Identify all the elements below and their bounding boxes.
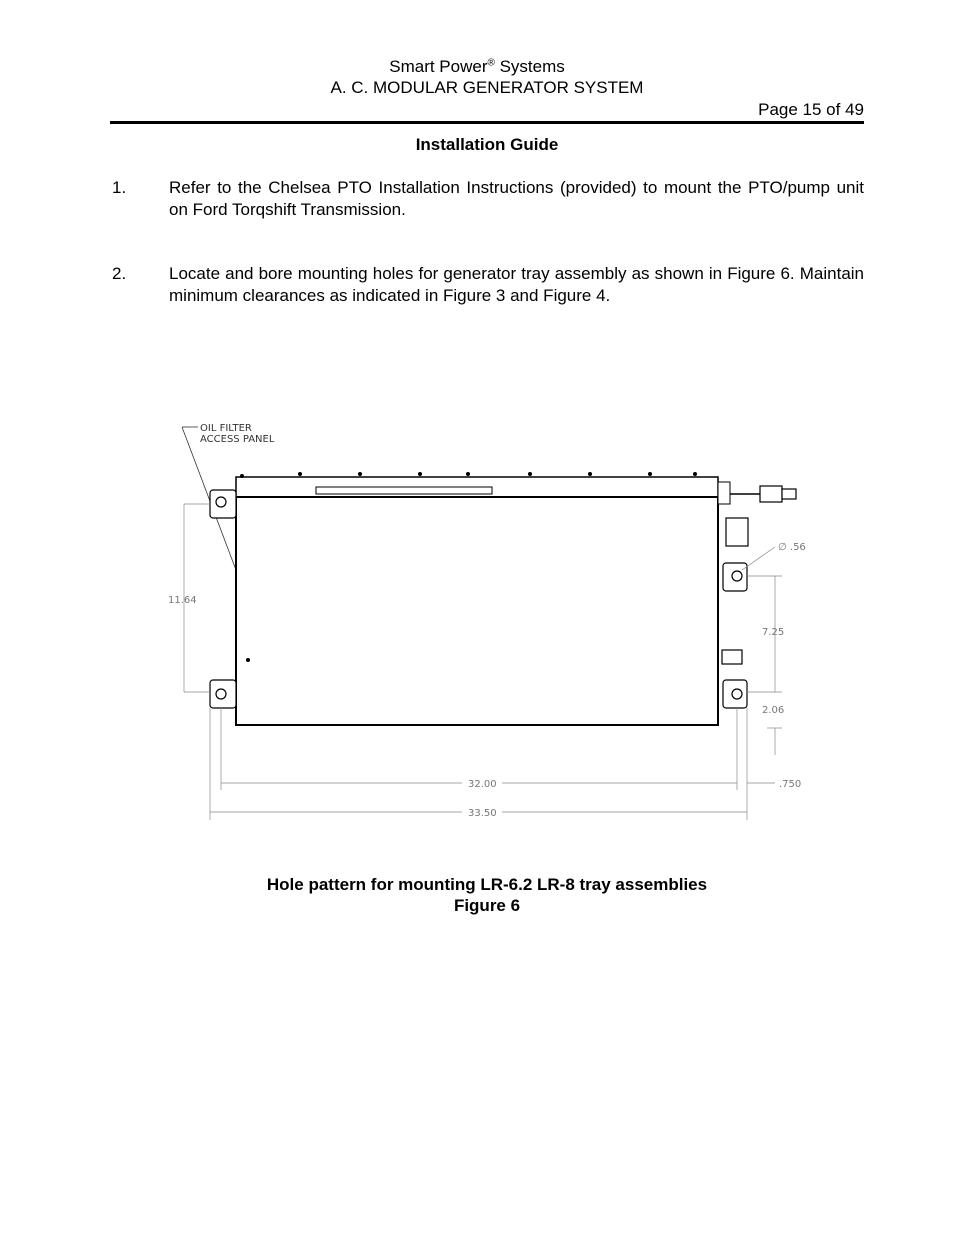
figure-caption — [0, 874, 954, 916]
step-2 — [112, 263, 864, 307]
dim-hole-diameter: ∅ .56 — [778, 542, 806, 553]
tray-hole-pattern-drawing — [150, 410, 830, 830]
page-number: Page 15 of 49 — [758, 100, 864, 119]
caption-figure-number: Figure 6 — [453, 896, 521, 915]
access-panel-label: ACCESS PANEL — [200, 434, 275, 445]
dim-width-inner: 32.00 — [468, 779, 497, 790]
step-number: 2. — [112, 264, 127, 283]
caption-title: Hole pattern for mounting LR-6.2 LR-8 tray assemblies — [266, 875, 708, 894]
dim-edge: .750 — [779, 779, 802, 790]
dim-hole-spacing: 7.25 — [762, 627, 785, 638]
step-text: Locate and bore mounting holes for generator tray assembly as shown in Figure 6. Maintain minimum clearances as indicated in Figure 3 and Figure 4. — [169, 264, 864, 305]
section-title: Installation Guide — [415, 135, 559, 154]
header-rule — [110, 121, 864, 124]
dim-height: 11.64 — [168, 595, 197, 606]
dim-offset: 2.06 — [762, 705, 785, 716]
step-number: 1. — [112, 178, 127, 197]
step-1 — [112, 177, 864, 221]
oil-filter-label: OIL FILTER — [200, 423, 252, 434]
dim-width-outer: 33.50 — [468, 808, 497, 819]
header-company: Smart Power® Systems — [389, 57, 565, 76]
step-text: Refer to the Chelsea PTO Installation Instructions (provided) to mount the PTO/pump unit on Ford Torqshift Transmission. — [169, 178, 864, 219]
header-product: A. C. MODULAR GENERATOR SYSTEM — [330, 78, 644, 97]
